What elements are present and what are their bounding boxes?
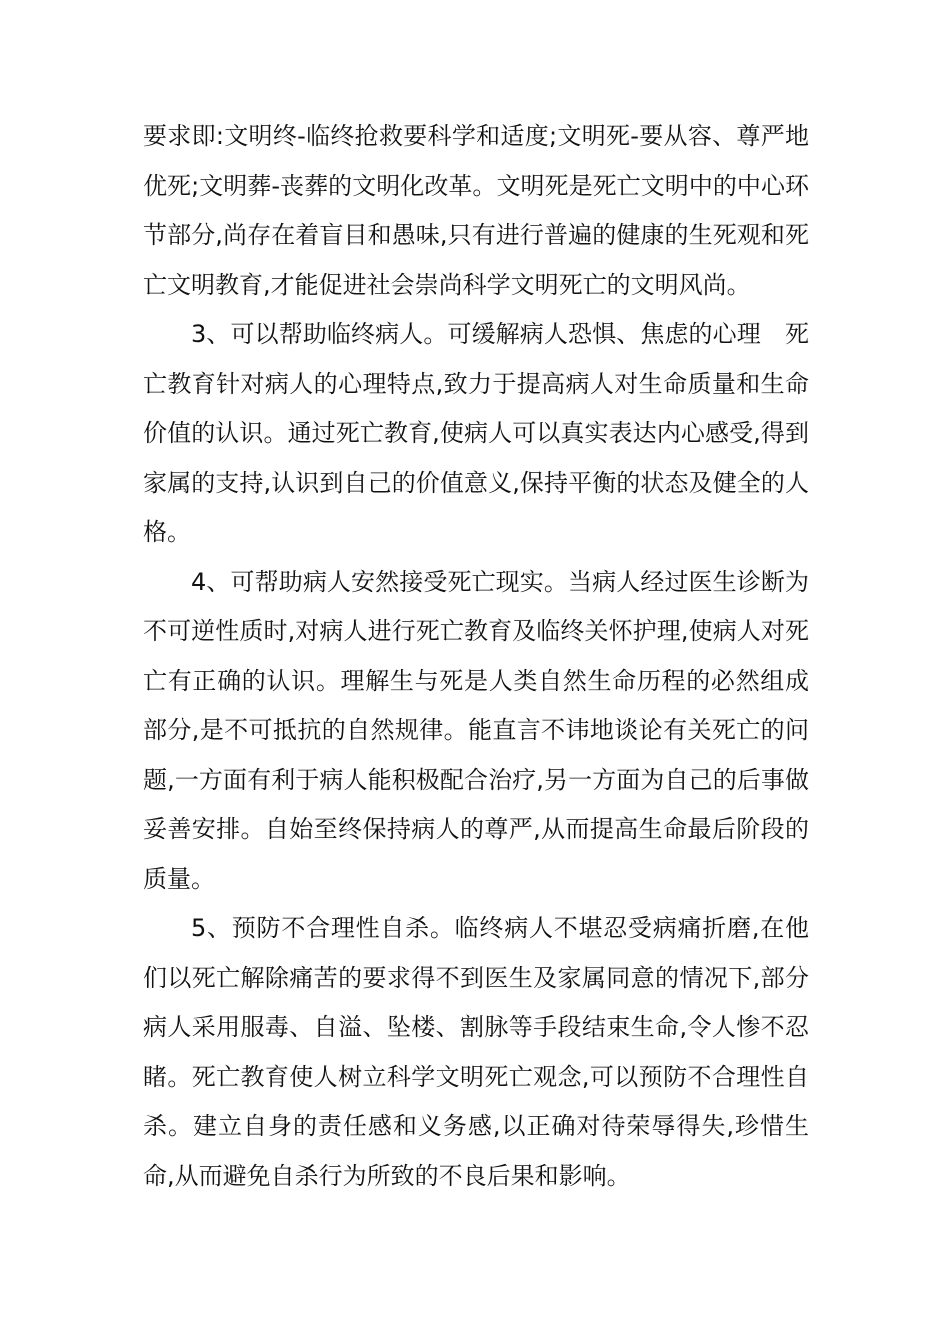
paragraph-item-4: 4、可帮助病人安然接受死亡现实。当病人经过医生诊断为不可逆性质时,对病人进行死亡教育及临终关怀护理,使病人对死亡有正确的认识。理解生与死是人类自然生命历程的必然组成部分,是不可抵抗的自然规律。能直言不讳地谈论有关死亡的问题,一方面有利于病人能积极配合治疗,另一方面为自己的后事做妥善安排。自始至终保持病人的尊严,从而提高生命最后阶段的质量。 [143,567,809,893]
document-body [143,112,809,1201]
paragraph-item-3: 3、可以帮助临终病人。可缓解病人恐惧、焦虑的心理 死亡教育针对病人的心理特点,致力于提高病人对生命质量和生命价值的认识。通过死亡教育,使病人可以真实表达内心感受,得到家属的支持,认识到自己的价值意义,保持平衡的状态及健全的人格。 [143,320,809,546]
paragraph-continuation: 要求即:文明终-临终抢救要科学和适度;文明死-要从容、尊严地优死;文明葬-丧葬的文明化改革。文明死是死亡文明中的中心环节部分,尚存在着盲目和愚味,只有进行普遍的健康的生死观和死亡文明教育,才能促进社会崇尚科学文明死亡的文明风尚。 [143,122,809,299]
paragraph-item-5: 5、预防不合理性自杀。临终病人不堪忍受病痛折磨,在他们以死亡解除痛苦的要求得不到医生及家属同意的情况下,部分病人采用服毒、自溢、坠楼、割脉等手段结束生命,令人惨不忍睹。死亡教育使人树立科学文明死亡观念,可以预防不合理性自杀。建立自身的责任感和义务感,以正确对待荣辱得失,珍惜生命,从而避免自杀行为所致的不良后果和影响。 [143,914,809,1190]
